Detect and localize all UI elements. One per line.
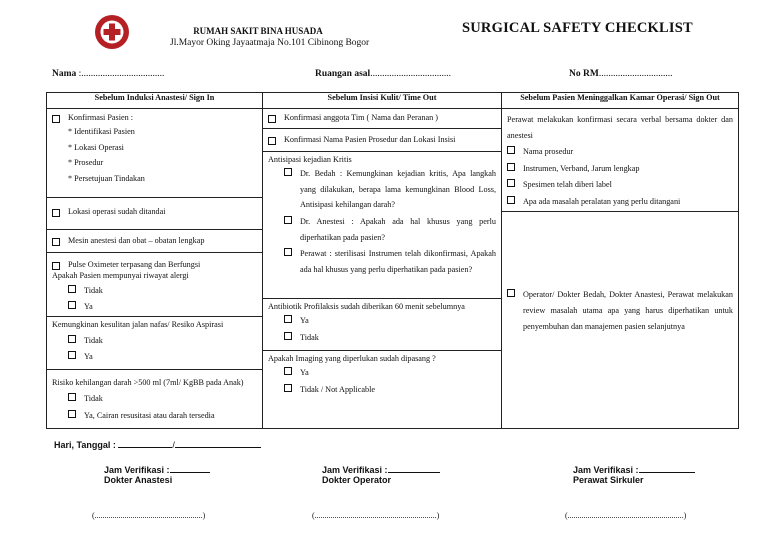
checkbox[interactable] bbox=[507, 196, 515, 204]
jalan-nafas-option: Tidak bbox=[84, 335, 103, 345]
nama-field[interactable] bbox=[52, 69, 164, 79]
darah-question: Risiko kehilangan darah >500 ml (7ml/ KgBB pada Anak) bbox=[52, 378, 244, 388]
checkbox[interactable] bbox=[68, 301, 76, 309]
pulse-label: Pulse Oximeter terpasang dan Berfungsi bbox=[68, 260, 201, 269]
checkbox[interactable] bbox=[52, 262, 60, 270]
hospital-address: Jl.Mayor Oking Jayaatmaja No.101 Cibinong Bogor bbox=[170, 38, 370, 48]
alergi-option: Tidak bbox=[84, 285, 103, 295]
sign-out-column bbox=[502, 109, 739, 429]
hospital-logo-icon bbox=[94, 14, 130, 50]
antisipasi-item: Perawat : sterilisasi Instrumen telah dikonfirmasi, Apakah ada hal khusus yang perlu diperhatikan pada pasien? bbox=[300, 249, 496, 274]
antisipasi-label: Antisipasi kejadian Kritis bbox=[268, 155, 352, 164]
imaging-option: Ya bbox=[300, 368, 309, 378]
antibiotik-section bbox=[263, 299, 501, 351]
hari-tanggal-label: Hari, Tanggal : bbox=[54, 440, 116, 450]
antisipasi-item: Dr. Bedah : Kemungkinan kejadian kritis, Apa langkah yang dilakukan, berapa lama kemungkinan Blood Loss, Antisipasi kehilangan darah? bbox=[300, 169, 496, 210]
time-out-header: Sebelum Insisi Kulit/ Time Out bbox=[263, 93, 502, 109]
jam-verifikasi-perawat[interactable] bbox=[573, 463, 695, 485]
verbal-intro: Perawat melakukan konfirmasi secara verbal bersama dokter dan anestesi bbox=[507, 115, 733, 140]
lokasi-label: Lokasi operasi sudah ditandai bbox=[68, 207, 166, 216]
checkbox[interactable] bbox=[284, 332, 292, 340]
jalan-nafas-option: Ya bbox=[84, 352, 93, 362]
hari-tanggal-field[interactable] bbox=[54, 438, 261, 450]
review-text: Operator/ Dokter Bedah, Dokter Anastesi, Perawat melakukan review masalah utama apa yang harus diperhatikan untuk penyembuhan dan manajemen pasien selanjutnya bbox=[523, 290, 733, 331]
pulse-section bbox=[47, 253, 262, 270]
verbal-confirmation-section bbox=[502, 109, 738, 212]
darah-section bbox=[47, 370, 262, 427]
tanggal-line bbox=[118, 438, 172, 448]
review-section bbox=[502, 212, 738, 339]
perawat-sirkuler-label: Perawat Sirkuler bbox=[573, 475, 644, 485]
jam-label: Jam Verifikasi : bbox=[104, 465, 170, 475]
alergi-question: Apakah Pasien mempunyai riwayat alergi bbox=[52, 271, 189, 281]
nama-value: :................................... bbox=[76, 69, 165, 79]
imaging-option: Tidak / Not Applicable bbox=[300, 384, 375, 394]
nama-pasien-section bbox=[263, 129, 501, 152]
checkbox[interactable] bbox=[507, 146, 515, 154]
sign-out-item: Spesimen telah diberi label bbox=[523, 180, 612, 190]
alergi-section bbox=[47, 271, 262, 317]
sign-out-item: Nama prosedur bbox=[523, 147, 574, 157]
jam-verifikasi-anastesi[interactable] bbox=[104, 463, 210, 485]
signature-perawat[interactable]: (..........................................................) bbox=[565, 511, 687, 520]
konfirmasi-item: * Persetujuan Tindakan bbox=[68, 173, 145, 183]
checkbox[interactable] bbox=[284, 367, 292, 375]
jam-label: Jam Verifikasi : bbox=[573, 465, 639, 475]
jam-line bbox=[388, 463, 440, 473]
sign-out-item: Instrumen, Verband, Jarum lengkap bbox=[523, 163, 640, 173]
checkbox[interactable] bbox=[68, 393, 76, 401]
ruangan-value: .................................. bbox=[370, 69, 451, 79]
time-out-column bbox=[263, 109, 502, 429]
checklist-table bbox=[46, 92, 739, 429]
nama-pasien-label: Konfirmasi Nama Pasien Prosedur dan Lokasi Insisi bbox=[284, 135, 456, 144]
dokter-operator-label: Dokter Operator bbox=[322, 475, 392, 485]
konfirmasi-item: * Lokasi Operasi bbox=[68, 142, 124, 152]
antisipasi-item: Dr. Anestesi : Apakah ada hal khusus yang perlu diperhatikan pada pasien? bbox=[300, 216, 496, 242]
hospital-name: RUMAH SAKIT BINA HUSADA bbox=[193, 26, 323, 36]
jalan-nafas-section bbox=[47, 317, 262, 370]
sign-out-header: Sebelum Pasien Meninggalkan Kamar Operasi/ Sign Out bbox=[502, 93, 739, 109]
checkbox[interactable] bbox=[284, 248, 292, 256]
sign-in-header: Sebelum Induksi Anastesi/ Sign In bbox=[47, 93, 263, 109]
antisipasi-section bbox=[263, 152, 501, 299]
page-title: SURGICAL SAFETY CHECKLIST bbox=[462, 20, 693, 36]
norm-field[interactable] bbox=[569, 69, 672, 79]
lokasi-section bbox=[47, 198, 262, 230]
tanggal-line bbox=[175, 438, 261, 448]
checkbox[interactable] bbox=[284, 384, 292, 392]
darah-option: Tidak bbox=[84, 394, 103, 404]
checkbox[interactable] bbox=[268, 115, 276, 123]
konfirmasi-pasien-section bbox=[47, 109, 262, 198]
checkbox[interactable] bbox=[268, 137, 276, 145]
checkbox[interactable] bbox=[284, 315, 292, 323]
mesin-section bbox=[47, 230, 262, 253]
anggota-tim-label: Konfirmasi anggota Tim ( Nama dan Peranan ) bbox=[284, 113, 438, 122]
jam-verifikasi-operator[interactable] bbox=[322, 463, 440, 485]
sign-out-item: Apa ada masalah peralatan yang perlu ditangani bbox=[523, 196, 681, 206]
imaging-question: Apakah Imaging yang diperlukan sudah dipasang ? bbox=[268, 354, 436, 363]
norm-value: ............................... bbox=[598, 69, 673, 79]
dokter-anastesi-label: Dokter Anastesi bbox=[104, 475, 173, 485]
konfirmasi-item: * Identifikasi Pasien bbox=[68, 127, 135, 137]
signature-operator[interactable]: (.............................................................) bbox=[312, 511, 440, 520]
jalan-nafas-question: Kemungkinan kesulitan jalan nafas/ Resiko Aspirasi bbox=[52, 320, 224, 330]
checkbox[interactable] bbox=[284, 216, 292, 224]
checkbox[interactable] bbox=[52, 209, 60, 217]
antibiotik-option: Tidak bbox=[300, 332, 319, 342]
checkbox[interactable] bbox=[68, 351, 76, 359]
jam-line bbox=[639, 463, 695, 473]
checkbox[interactable] bbox=[507, 179, 515, 187]
nama-label: Nama bbox=[52, 69, 77, 79]
norm-label: No RM bbox=[569, 69, 599, 79]
antibiotik-option: Ya bbox=[300, 316, 309, 326]
konfirmasi-pasien-label: Konfirmasi Pasien : bbox=[68, 113, 134, 122]
ruangan-label: Ruangan asal bbox=[315, 69, 371, 79]
anggota-tim-section bbox=[263, 109, 501, 129]
checkbox[interactable] bbox=[68, 285, 76, 293]
checkbox[interactable] bbox=[284, 168, 292, 176]
sign-in-column bbox=[47, 109, 263, 429]
signature-anastesi[interactable]: (......................................................) bbox=[92, 511, 206, 520]
ruangan-field[interactable] bbox=[315, 69, 451, 79]
imaging-section bbox=[263, 351, 501, 401]
jam-line bbox=[170, 463, 210, 473]
mesin-label: Mesin anestesi dan obat – obatan lengkap bbox=[68, 236, 205, 245]
tanggal-slash: / bbox=[172, 440, 175, 450]
darah-option: Ya, Cairan resusitasi atau darah tersedia bbox=[84, 411, 215, 420]
checkbox[interactable] bbox=[507, 163, 515, 171]
checkbox[interactable] bbox=[52, 115, 60, 123]
konfirmasi-item: * Prosedur bbox=[68, 158, 104, 168]
checkbox[interactable] bbox=[507, 289, 515, 297]
checkbox[interactable] bbox=[68, 410, 76, 418]
checkbox[interactable] bbox=[52, 238, 60, 246]
jam-label: Jam Verifikasi : bbox=[322, 465, 388, 475]
alergi-option: Ya bbox=[84, 302, 93, 312]
checkbox[interactable] bbox=[68, 335, 76, 343]
antibiotik-question: Antibiotik Profilaksis sudah diberikan 60 menit sebelumnya bbox=[268, 302, 465, 311]
